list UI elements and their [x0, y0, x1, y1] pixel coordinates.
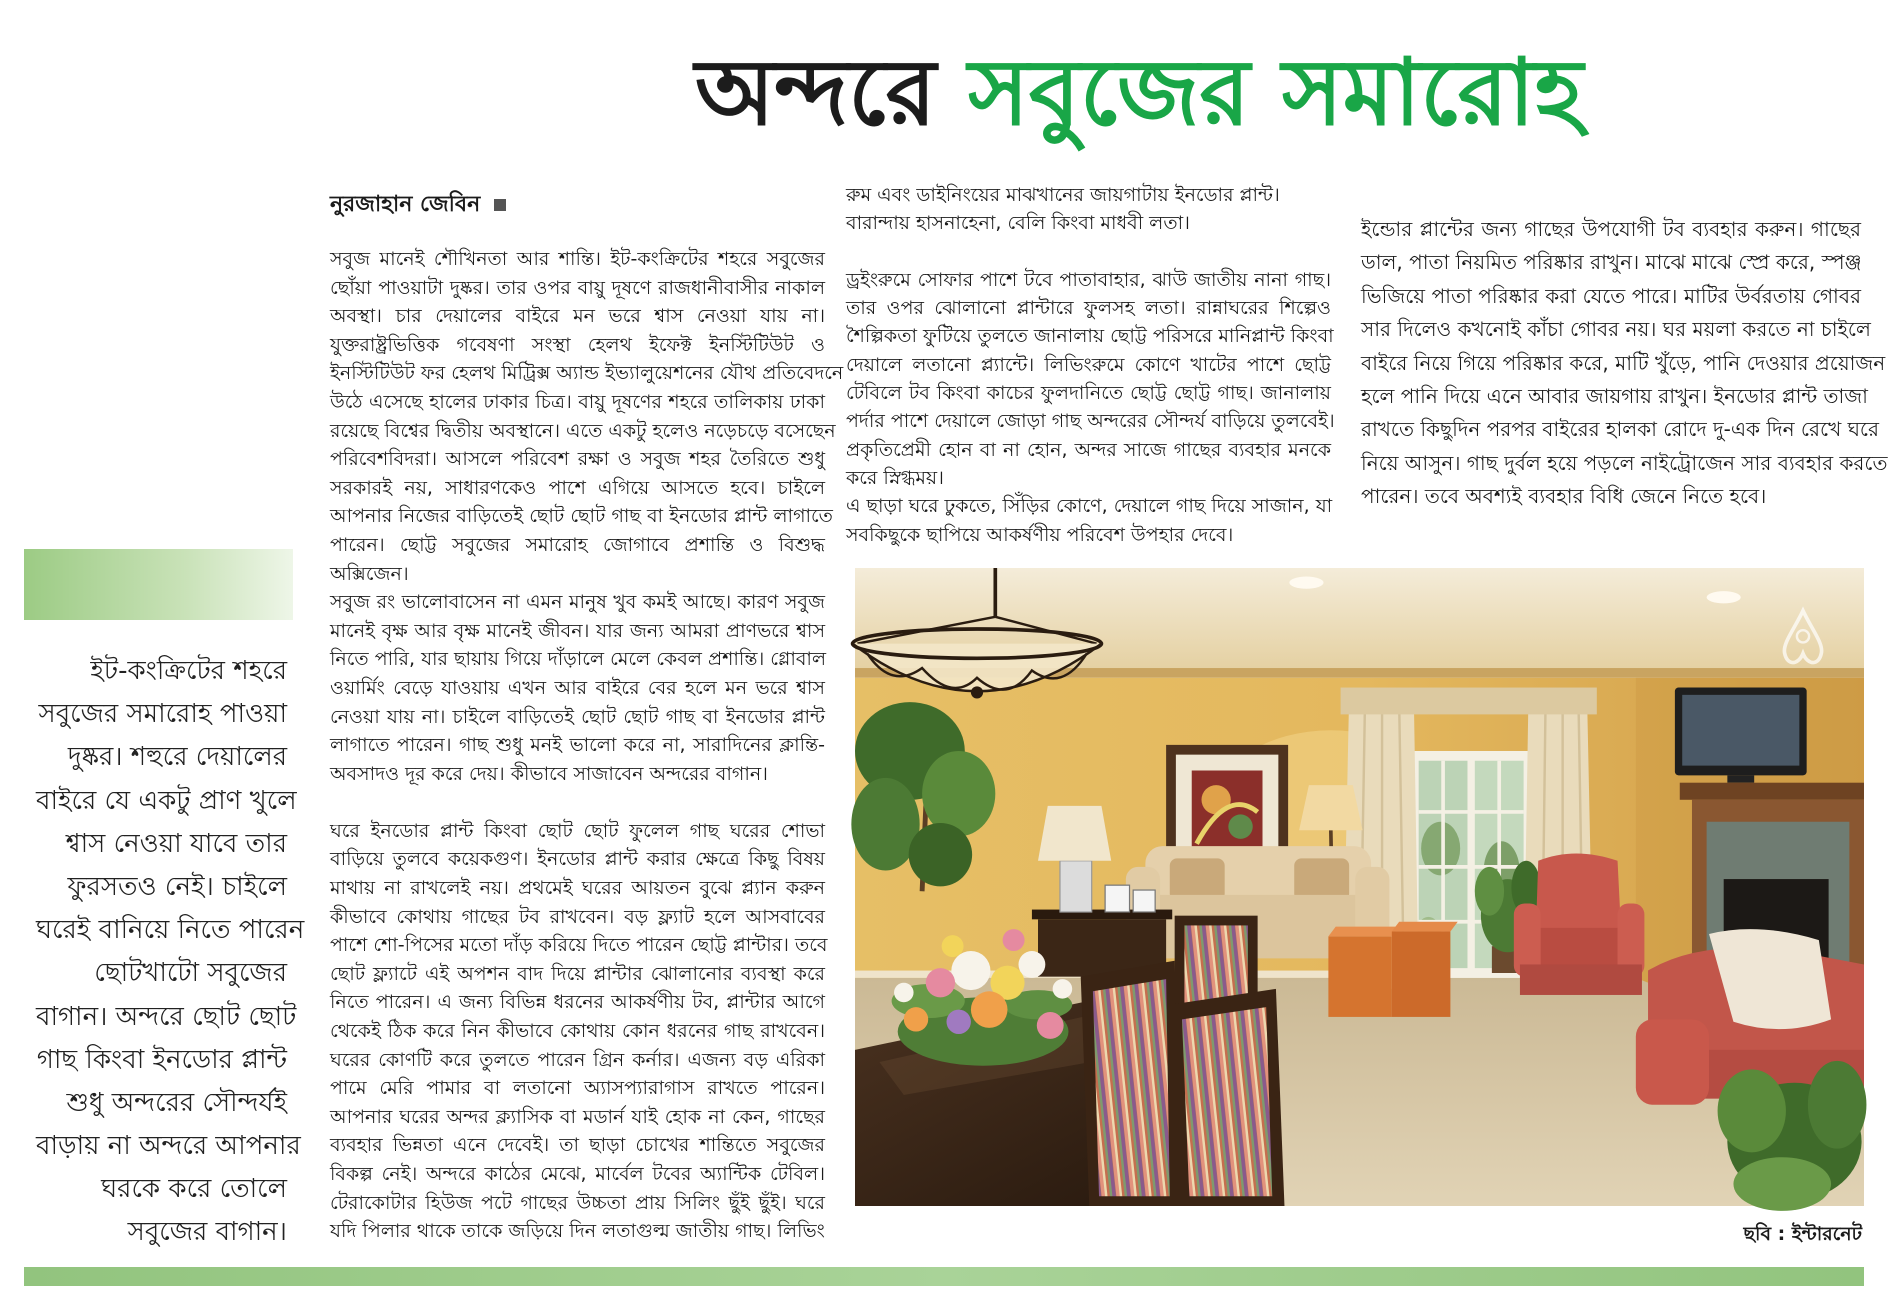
article-text-line: অবস্থা। চার দেয়ালের বাইরে মন ভরে শ্বাস নেওয়া যায় না।: [330, 305, 825, 328]
paragraph: [330, 588, 825, 788]
article-text-line: ডাল, পাতা নিয়মিত পরিষ্কার রাখুন। মাঝে মাঝে স্প্রে করে, স্পঞ্জ: [1361, 250, 1862, 275]
headline-part-green: সবুজের সমারোহ: [968, 38, 1584, 146]
article-column-1: [330, 245, 844, 1246]
article-text-line: ড্রইংরুমে সোফার পাশে টবে পাতাবাহার, ঝাউ জাতীয় নানা গাছ।: [846, 268, 1331, 291]
article-text-line: আপনার ঘরের অন্দর ক্ল্যাসিক বা মডার্ন যাই হোক না কেন, গাছের: [330, 1105, 825, 1128]
article-text-line: বাইরে নিয়ে গিয়ে পরিষ্কার করে, মাটি খুঁড়ে, পানি দেওয়ার প্রয়োজন: [1361, 350, 1886, 375]
article-text-line: ঘরে ইনডোর প্লান্ট কিংবা ছোট ছোট ফুলেল গাছ ঘরের শোভা: [330, 819, 825, 842]
article-text-line: পর্দার পাশে দেয়ালে জোড়া গাছ অন্দরের সৌন্দর্য বাড়িয়ে তুলবেই।: [846, 410, 1335, 433]
article-text-line: সবুজ রং ভালোবাসেন না এমন মানুষ খুব কমই আছে। কারণ সবুজ: [330, 591, 825, 614]
article-text-line: বাড়িয়ে তুলবে কয়েকগুণ। ইনডোর প্লান্ট করার ক্ষেত্রে কিছু বিষয়: [330, 848, 825, 871]
article-text-line: বিকল্প নেই। অন্দরে কাঠের মেঝে, মার্বেল টবের অ্যান্টিক টেবিল।: [330, 1163, 825, 1185]
bottom-green-bar: [24, 1267, 1864, 1286]
tv: [1675, 688, 1807, 783]
photo-caption: ছবি : ইন্টারনেট: [1743, 1223, 1862, 1245]
pull-quote-line: সবুজের সমারোহ পাওয়া: [38, 699, 287, 730]
sidebar-green-bar: [24, 549, 293, 620]
dining-chair: [1170, 989, 1285, 1206]
article-text-line: পারেন। ছোট্ট সবুজের সমারোহ জোগাবে প্রশান্তি ও বিশুদ্ধ: [330, 533, 825, 556]
article-text-line: নিয়ে আসুন। গাছ দুর্বল হয়ে পড়লে নাইট্রোজেন সার ব্যবহার করতে: [1361, 450, 1888, 475]
article-text-line: টেরাকোটার হিউজ পটে গাছের উচ্চতা প্রায় সিলিং ছুঁই ছুঁই। ঘরে: [330, 1191, 825, 1214]
paragraph: [330, 245, 844, 588]
pull-quote: [36, 650, 305, 1255]
headline: [695, 36, 1584, 148]
article-text-line: ইনস্টিটিউট ফর হেলথ মিট্রিক্স অ্যান্ড ইভ্যালুয়েশনের যৌথ প্রতিবেদনে: [330, 362, 844, 385]
article-text-line: শৈল্পিকতা ফুটিয়ে তুলতে জানালায় ছোট্ট পরিসরে মানিপ্লান্ট কিংবা: [846, 325, 1334, 348]
article-text-line: ছোট ফ্ল্যাটে এই অপশন বাদ দিয়ে প্লান্টার ঝোলানোর ব্যবস্থা করে: [330, 962, 825, 985]
paragraph: [846, 181, 1331, 238]
article-text-line: সরকারই নয়, সাধারণকেও পাশে এগিয়ে আসতে হবে। চাইলে: [330, 476, 825, 499]
article-text-line: করে স্নিগ্ধময়।: [846, 466, 944, 489]
pull-quote-line: বাইরে যে একটু প্রাণ খুলে: [36, 785, 297, 816]
article-text-line: পারেন। তবে অবশ্যই ব্যবহার বিধি জেনে নিতে হবে।: [1361, 484, 1767, 509]
article-text-line: উঠে এসেছে হালের ঢাকার চিত্র। বায়ু দূষণের শহরে তালিকায় ঢাকা: [330, 390, 825, 413]
byline: [330, 190, 506, 220]
article-text-line: নিতে পারেন। এ জন্য বিভিন্ন ধরনের আকর্ষণীয় টব, প্লান্টার আগে: [330, 991, 825, 1014]
article-text-line: ব্যবহার ভিন্নতা এনে দেবেই। তা ছাড়া চোখের শান্তিতে সবুজের: [330, 1134, 825, 1157]
article-text-line: তার ওপর ঝোলানো প্লান্টারে ফুলসহ লতা। রান্নাঘরের শিল্পেও: [846, 297, 1331, 320]
headline-part-black: অন্দরে: [695, 38, 937, 146]
article-text-line: রয়েছে বিশ্বের দ্বিতীয় অবস্থানে। এতে একটু হলেও নড়েচড়ে বসেছেন: [330, 419, 836, 442]
pull-quote-line: সবুজের বাগান।: [127, 1217, 287, 1248]
article-column-3: [1361, 213, 1888, 514]
article-text-line: রুম এবং ডাইনিংয়ের মাঝখানের জায়গাটায় ইনডোর প্লান্ট।: [846, 184, 1280, 206]
pull-quote-line: ছোটখাটো সবুজের: [94, 958, 287, 989]
dining-chair: [1081, 961, 1182, 1206]
article-text-line: ছোঁয়া পাওয়াটা দুষ্কর। তার ওপর বায়ু দূষণে রাজধানীবাসীর নাকাল: [330, 276, 825, 299]
ottoman: [1328, 922, 1457, 1017]
article-text-line: ওয়ার্মিং বেড়ে যাওয়ায় এখন আর বাইরে বের হলে মন ভরে শ্বাস: [330, 676, 825, 699]
article-text-line: ঘরের কোণটি করে তুলতে পারেন গ্রিন কর্নার। এজন্য বড় এরিকা: [330, 1048, 825, 1071]
article-text-line: বারান্দায় হাসনাহেনা, বেলি কিংবা মাধবী লতা।: [846, 212, 1190, 235]
pull-quote-line: শ্বাস নেওয়া যাবে তার: [65, 828, 287, 859]
pull-quote-line: দুষ্কর। শহুরে দেয়ালের: [67, 742, 287, 773]
article-photo: [855, 568, 1864, 1206]
pull-quote-line: ইট-কংক্রিটের শহরে: [90, 656, 287, 686]
paragraph: [846, 266, 1335, 492]
article-text-line: মানেই বৃক্ষ আর বৃক্ষ মানেই জীবন। যার জন্য আমরা প্রাণভরে শ্বাস: [330, 619, 825, 642]
article-text-line: সবকিছুকে ছাপিয়ে আকর্ষণীয় পরিবেশ উপহার দেবে।: [846, 523, 1234, 546]
article-column-2: [846, 181, 1335, 549]
article-text-line: যদি পিলার থাকে তাকে জড়িয়ে দিন লতাগুল্ম জাতীয় গাছ। লিভিং: [330, 1220, 825, 1243]
article-text-line: অবসাদও দূর করে দেয়। কীভাবে সাজাবেন অন্দরের বাগান।: [330, 762, 768, 785]
article-text-line: থেকেই ঠিক করে নিন কীভাবে কোথায় কোন ধরনের গাছ রাখবেন।: [330, 1020, 825, 1043]
pull-quote-line: ঘরেই বানিয়ে নিতে পারেন: [36, 915, 305, 946]
article-text-line: হলে পানি দিয়ে এনে আবার জায়গায় রাখুন। ইনডোর প্লান্ট তাজা: [1361, 383, 1868, 408]
article-text-line: নিতে পারি, যার ছায়ায় গিয়ে দাঁড়ালে মেলে কেবল প্রশান্তি। গ্লোবাল: [330, 648, 827, 671]
article-text-line: নেওয়া যায় না। চাইলে বাড়িতেই ছোট ছোট গাছ বা ইনডোর প্লান্ট: [330, 705, 825, 728]
author-name: নুরজাহান জেবিন: [330, 192, 481, 217]
article-text-line: মাথায় না রাখলেই নয়। প্রথমেই ঘরের আয়তন বুঝে প্ল্যান করুন: [330, 877, 825, 900]
article-text-line: কীভাবে কোথায় গাছের টব রাখবেন। বড় ফ্ল্যাট হলে আসবাবের: [330, 905, 825, 928]
article-text-line: পামে মেরি পামার বা লতানো অ্যাসপ্যারাগাস রাখতে পারেন।: [330, 1077, 825, 1100]
article-text-line: পাশে শো-পিসের মতো দাঁড় করিয়ে দিতে পারেন ছোট্ট প্লান্টার। তবে: [330, 934, 828, 957]
article-text-line: প্রকৃতিপ্রেমী হোন বা না হোন, অন্দর সাজে গাছের ব্যবহার মনকে: [846, 438, 1331, 461]
article-text-line: ভিজিয়ে পাতা পরিষ্কার করা যেতে পারে। মাটির উর্বরতায় গোবর: [1361, 283, 1861, 308]
pull-quote-line: বাড়ায় না অন্দরে আপনার: [36, 1131, 301, 1162]
article-text-line: পরিবেশবিদরা। আসলে পরিবেশ রক্ষা ও সবুজ শহর তৈরিতে শুধু: [330, 448, 825, 471]
pull-quote-line: গাছ কিংবা ইনডোর প্লান্ট: [36, 1044, 287, 1075]
pull-quote-line: ঘরকে করে তোলে: [101, 1174, 287, 1205]
pull-quote-line: বাগান। অন্দরে ছোট ছোট: [36, 1001, 297, 1032]
square-icon: [494, 199, 506, 211]
article-text-line: লাগাতে পারেন। গাছ শুধু মনই ভালো করে না, সারাদিনের ক্লান্তি-: [330, 734, 825, 757]
living-room-photo: [855, 568, 1864, 1206]
article-text-line: ইন্ডোর প্লান্টের জন্য গাছের উপযোগী টব ব্যবহার করুন। গাছের: [1361, 217, 1861, 241]
article-text-line: আপনার নিজের বাড়িতেই ছোট ছোট গাছ বা ইনডোর প্লান্ট লাগাতে: [330, 505, 833, 528]
pull-quote-line: ফুরসতও নেই। চাইলে: [67, 871, 287, 902]
article-text-line: সার দিলেও কখনোই কাঁচা গোবর নয়। ঘর ময়লা করতে না চাইলে: [1361, 317, 1871, 342]
paragraph: [1361, 213, 1888, 514]
pull-quote-line: শুধু অন্দরের সৌন্দর্যই: [66, 1087, 287, 1118]
article-text-line: যুক্তরাষ্ট্রভিত্তিক গবেষণা সংস্থা হেলথ ইফেক্ট ইনস্টিটিউট ও: [330, 333, 825, 356]
article-text-line: টেবিলে টব কিংবা কাচের ফুলদানিতে ছোট্ট ছোট্ট গাছ। জানালায়: [846, 382, 1331, 405]
article-text-line: এ ছাড়া ঘরে ঢুকতে, সিঁড়ির কোণে, দেয়ালে গাছ দিয়ে সাজান, যা: [846, 495, 1333, 518]
article-text-line: অক্সিজেন।: [330, 562, 409, 585]
paragraph: [846, 492, 1331, 549]
paragraph: [330, 817, 828, 1246]
article-text-line: দেয়ালে লতানো প্ল্যান্টে। লিভিংরুমে কোণে খাটের পাশে ছোট্ট: [846, 353, 1331, 376]
article-text-line: সবুজ মানেই শৌখিনতা আর শান্তি। ইট-কংক্রিটের শহরে সবুজের: [330, 248, 825, 270]
article-text-line: রাখতে কিছুদিন পরপর বাইরের হালকা রোদে দু-এক দিন রেখে ঘরে: [1361, 417, 1879, 442]
